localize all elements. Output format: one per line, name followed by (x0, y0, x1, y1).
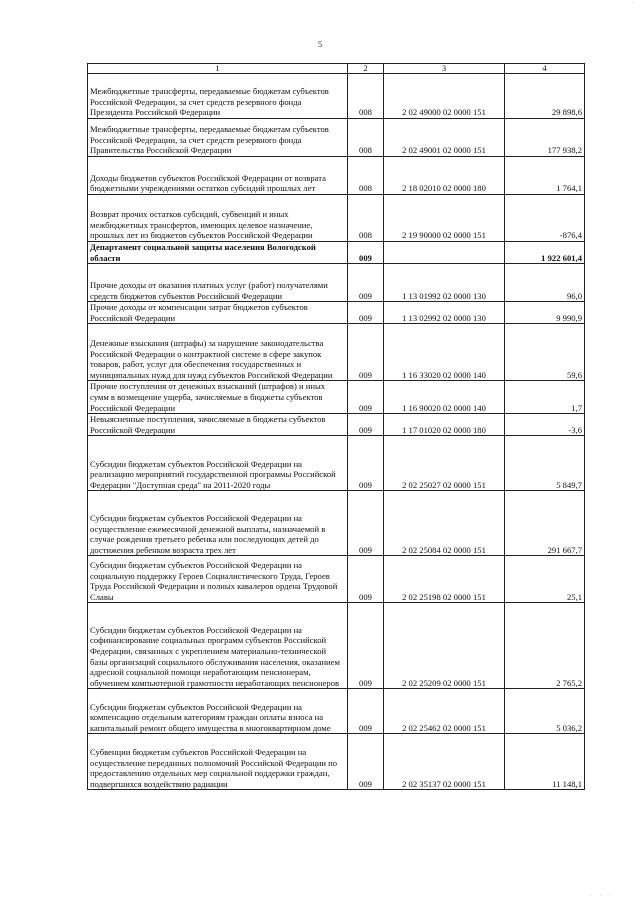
row-name: Субвенции бюджетам субъектов Российской Федерации на осуществление переданных полномочий Российской Федерации по предоставлению отдельных мер социальной поддержки граждан, подвергшихся воздействию радиации (88, 734, 348, 790)
row-amount: -876,4 (505, 195, 585, 242)
row-name: Субсидии бюджетам субъектов Российской Федерации на реализацию мероприятий государственной программы Российской Федерации "Доступная среда" на 2011-2020 годы (88, 436, 348, 491)
table-row (88, 436, 585, 491)
table-row (88, 195, 585, 242)
row-amount: 5 036,2 (505, 689, 585, 734)
row-kbk: 2 02 49000 02 0000 151 (384, 74, 505, 119)
row-amount: 1 922 601,4 (505, 242, 585, 264)
row-name: Прочие поступления от денежных взысканий (штрафов) и иных сумм в возмещение ущерба, зачисляемые в бюджеты субъектов Российской Федерации (88, 381, 348, 414)
row-name: Субсидии бюджетам субъектов Российской Федерации на социальную поддержку Героев Социалистического Труда, Героев Труда Российской Федерации и полных кавалеров ордена Трудовой Славы (88, 556, 348, 603)
table-row (88, 556, 585, 603)
row-amount: 1,7 (505, 381, 585, 414)
row-kbk: 2 02 25209 02 0000 151 (384, 603, 505, 689)
row-code: 009 (348, 556, 384, 603)
row-name: Департамент социальной защиты населения Вологодской области (88, 242, 348, 264)
row-kbk: 2 02 49001 02 0000 151 (384, 119, 505, 157)
row-name: Денежные взыскания (штрафы) за нарушение законодательства Российской Федерации о контрактной системе в сфере закупок товаров, работ, услуг для обеспечения государственных и муниципальных нужд для нужд субъектов Российской Федерации (88, 324, 348, 381)
row-code: 009 (348, 324, 384, 381)
scan-mark-top: · (632, 0, 634, 6)
row-name: Субсидии бюджетам субъектов Российской Федерации на осуществление ежемесячной денежной выплаты, назначаемой в случае рождения третьего ребенка или последующих детей до достижения ребенком возраста трех лет (88, 491, 348, 556)
table-row (88, 734, 585, 790)
table-row (88, 689, 585, 734)
column-header: 1 (88, 64, 348, 74)
row-amount: 59,6 (505, 324, 585, 381)
table-row (88, 242, 585, 264)
row-code: 009 (348, 734, 384, 790)
row-name: Субсидии бюджетам субъектов Российской Федерации на компенсацию отдельным категориям граждан оплаты взноса на капитальный ремонт общего имущества в многоквартирном доме (88, 689, 348, 734)
row-kbk: 2 02 25198 02 0000 151 (384, 556, 505, 603)
row-code: 009 (348, 264, 384, 302)
column-header: 3 (384, 64, 505, 74)
table-row (88, 414, 585, 436)
row-amount: 9 990,9 (505, 302, 585, 324)
row-code: 009 (348, 381, 384, 414)
row-amount: 291 667,7 (505, 491, 585, 556)
table-row (88, 324, 585, 381)
row-code: 008 (348, 119, 384, 157)
row-name: Межбюджетные трансферты, передаваемые бюджетам субъектов Российской Федерации, за счет средств резервного фонда Правительства Российской Федерации (88, 119, 348, 157)
row-amount: 11 148,1 (505, 734, 585, 790)
row-code: 009 (348, 436, 384, 491)
scan-mark-bottom: · · · (590, 893, 614, 899)
row-code: 009 (348, 414, 384, 436)
row-amount: 25,1 (505, 556, 585, 603)
row-kbk: 1 13 02992 02 0000 130 (384, 302, 505, 324)
row-code: 009 (348, 242, 384, 264)
row-kbk (384, 242, 505, 264)
row-amount: 29 898,6 (505, 74, 585, 119)
row-code: 009 (348, 689, 384, 734)
column-header: 2 (348, 64, 384, 74)
row-amount: -3,6 (505, 414, 585, 436)
row-kbk: 2 02 25462 02 0000 151 (384, 689, 505, 734)
table-row (88, 603, 585, 689)
row-kbk: 1 16 90020 02 0000 140 (384, 381, 505, 414)
row-name: Возврат прочих остатков субсидий, субвенций и иных межбюджетных трансфертов, имеющих целевое назначение, прошлых лет из бюджетов субъектов Российской Федерации (88, 195, 348, 242)
row-kbk: 2 02 25084 02 0000 151 (384, 491, 505, 556)
row-name: Невыясненные поступления, зачисляемые в бюджеты субъектов Российской Федерации (88, 414, 348, 436)
row-name: Прочие доходы от оказания платных услуг (работ) получателями средств бюджетов субъектов Российской Федерации (88, 264, 348, 302)
revenue-table (87, 63, 585, 790)
row-code: 008 (348, 157, 384, 195)
row-kbk: 2 19 90000 02 0000 151 (384, 195, 505, 242)
row-code: 008 (348, 195, 384, 242)
row-name: Межбюджетные трансферты, передаваемые бюджетам субъектов Российской Федерации, за счет средств резервного фонда Президента Российской Федерации (88, 74, 348, 119)
table-row (88, 74, 585, 119)
row-amount: 5 849,7 (505, 436, 585, 491)
row-kbk: 2 02 25027 02 0000 151 (384, 436, 505, 491)
row-code: 009 (348, 491, 384, 556)
row-name: Доходы бюджетов субъектов Российской Федерации от возврата бюджетными учреждениями остатков субсидий прошлых лет (88, 157, 348, 195)
table-row (88, 157, 585, 195)
row-kbk: 1 17 01020 02 0000 180 (384, 414, 505, 436)
row-amount: 177 938,2 (505, 119, 585, 157)
table-row (88, 381, 585, 414)
table-header-row (88, 64, 585, 74)
row-amount: 1 764,1 (505, 157, 585, 195)
table-row (88, 302, 585, 324)
row-kbk: 1 16 33020 02 0000 140 (384, 324, 505, 381)
row-kbk: 2 02 35137 02 0000 151 (384, 734, 505, 790)
column-header: 4 (505, 64, 585, 74)
row-kbk: 2 18 02010 02 0000 180 (384, 157, 505, 195)
row-code: 009 (348, 302, 384, 324)
table-row (88, 119, 585, 157)
row-amount: 96,0 (505, 264, 585, 302)
row-code: 009 (348, 603, 384, 689)
row-amount: 2 765,2 (505, 603, 585, 689)
page-number: 5 (318, 40, 322, 49)
row-name: Прочие доходы от компенсации затрат бюджетов субъектов Российской Федерации (88, 302, 348, 324)
table-row (88, 491, 585, 556)
row-code: 008 (348, 74, 384, 119)
table-row (88, 264, 585, 302)
row-kbk: 1 13 01992 02 0000 130 (384, 264, 505, 302)
row-name: Субсидии бюджетам субъектов Российской Федерации на софинансирование социальных программ субъектов Российской Федерации, связанных с укреплением материально-технической базы организаций социального обслуживания населения, оказанием адресной социальной помощи неработающим пенсионерам, обучением компьютерной грамотности неработающих пенсионеров (88, 603, 348, 689)
